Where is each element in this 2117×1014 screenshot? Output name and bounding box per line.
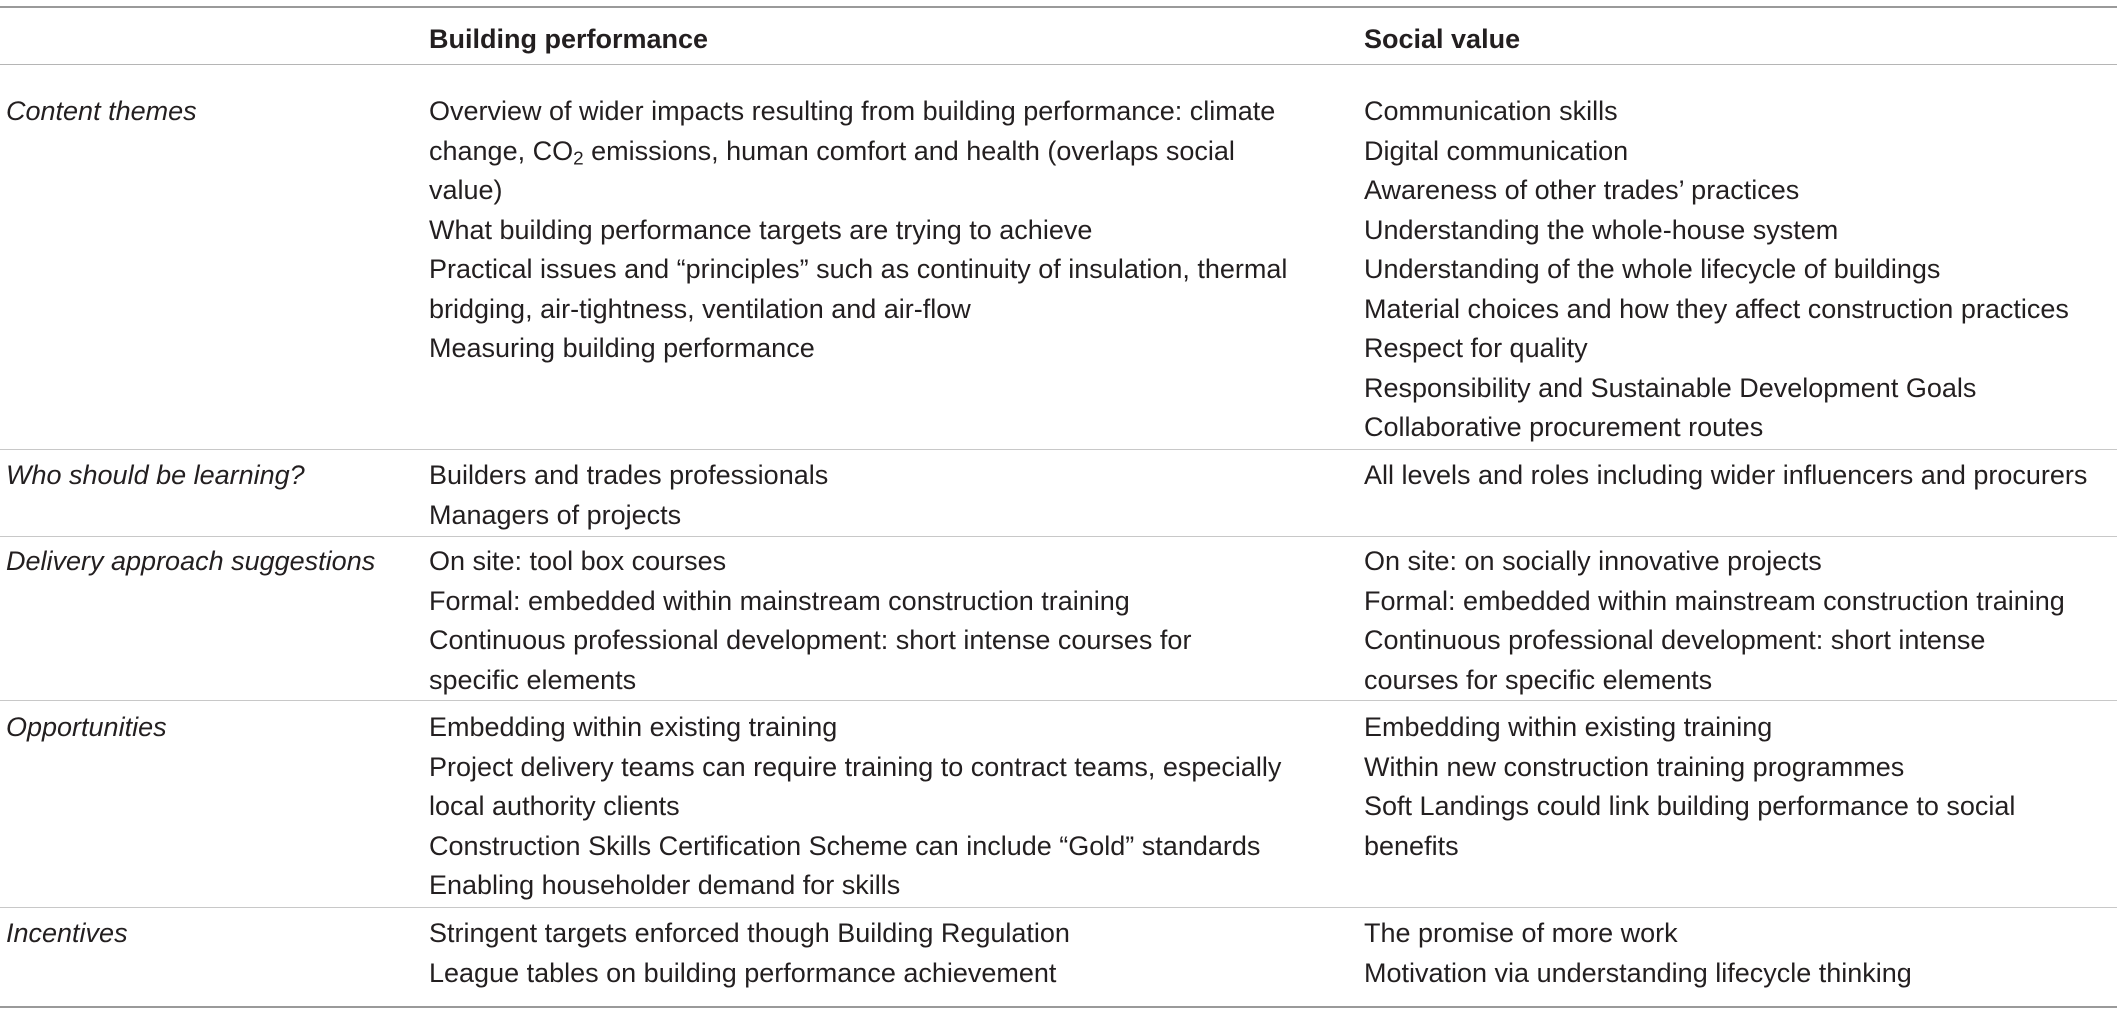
cell-line: Embedding within existing training (1364, 712, 1773, 742)
cell-line: Construction Skills Certification Scheme can include “Gold” standards (429, 830, 1261, 861)
cell-line: Material choices and how they affect construction practices (1364, 293, 2069, 324)
header-rule (0, 64, 2117, 65)
row-label-incentives: Incentives (6, 918, 128, 948)
row-label-opportunities: Opportunities (6, 712, 167, 742)
cell-line: League tables on building performance achievement (429, 957, 1057, 988)
cell-line: Overview of wider impacts resulting from building performance: climate (429, 96, 1276, 126)
cell-line: Responsibility and Sustainable Development Goals (1364, 372, 1977, 403)
cell-line: Awareness of other trades’ practices (1364, 175, 1800, 205)
cell-line: Communication skills (1364, 96, 1618, 126)
row-label-delivery-approach: Delivery approach suggestions (6, 546, 376, 576)
social-cell-delivery-approach (1364, 542, 2065, 700)
row-divider (0, 536, 2117, 537)
social-cell-content-themes (1364, 92, 2069, 448)
cell-line: Formal: embedded within mainstream construction training (429, 585, 1130, 616)
building-cell-delivery-approach (429, 542, 1191, 700)
cell-line: Stringent targets enforced though Building Regulation (429, 918, 1070, 948)
cell-line: Within new construction training programmes (1364, 751, 1905, 782)
cell-line: courses for specific elements (1364, 664, 1713, 695)
subscript: 2 (573, 148, 584, 170)
column-header-building-performance: Building performance (429, 24, 709, 54)
social-cell-incentives (1364, 914, 1912, 993)
table-bottom-rule (0, 1006, 2117, 1008)
cell-line: On site: on socially innovative projects (1364, 546, 1822, 576)
cell-line: Respect for quality (1364, 333, 1588, 363)
social-cell-opportunities (1364, 708, 2015, 866)
cell-line: Digital communication (1364, 135, 1629, 166)
cell-line: Soft Landings could link building performance to social (1364, 791, 2016, 821)
cell-line: bridging, air-tightness, ventilation and air-flow (429, 293, 971, 324)
building-cell-opportunities (429, 708, 1281, 906)
cell-line: Formal: embedded within mainstream construction training (1364, 585, 2065, 616)
row-divider (0, 700, 2117, 701)
cell-line: Continuous professional development: short intense (1364, 625, 1986, 655)
building-cell-incentives (429, 914, 1070, 993)
cell-line: Collaborative procurement routes (1364, 412, 1764, 442)
row-divider (0, 907, 2117, 908)
cell-line: Understanding the whole-house system (1364, 214, 1839, 245)
row-label-content-themes: Content themes (6, 96, 197, 126)
cell-line: Embedding within existing training (429, 712, 838, 742)
row-label-who-should-be-learning: Who should be learning? (6, 460, 305, 490)
cell-line: local authority clients (429, 791, 680, 821)
cell-line: specific elements (429, 664, 637, 695)
cell-line: change, $CO_2$ emissions, human comfort and health (overlaps social (429, 135, 1235, 170)
cell-line: value) (429, 175, 503, 205)
social-cell-who-should-be-learning (1364, 456, 2087, 496)
cell-line: Project delivery teams can require training to contract teams, especially (429, 751, 1282, 782)
cell-line: Measuring building performance (429, 333, 815, 363)
cell-line: All levels and roles including wider influencers and procurers (1364, 460, 2088, 490)
cell-line: benefits (1364, 830, 1459, 861)
cell-line: Practical issues and “principles” such as continuity of insulation, thermal (429, 254, 1288, 284)
cell-line: Motivation via understanding lifecycle thinking (1364, 957, 1912, 988)
cell-line: Enabling householder demand for skills (429, 870, 901, 900)
table-top-rule (0, 6, 2117, 8)
column-header-social-value: Social value (1364, 24, 1521, 54)
cell-line: Builders and trades professionals (429, 460, 829, 490)
cell-line: Managers of projects (429, 499, 682, 530)
cell-line: What building performance targets are trying to achieve (429, 214, 1093, 245)
cell-line: Understanding of the whole lifecycle of buildings (1364, 254, 1941, 284)
cell-line: The promise of more work (1364, 918, 1678, 948)
cell-line: On site: tool box courses (429, 546, 727, 576)
building-cell-content-themes (429, 92, 1287, 369)
row-divider (0, 449, 2117, 450)
cell-line: Continuous professional development: short intense courses for (429, 625, 1192, 655)
building-cell-who-should-be-learning (429, 456, 828, 535)
